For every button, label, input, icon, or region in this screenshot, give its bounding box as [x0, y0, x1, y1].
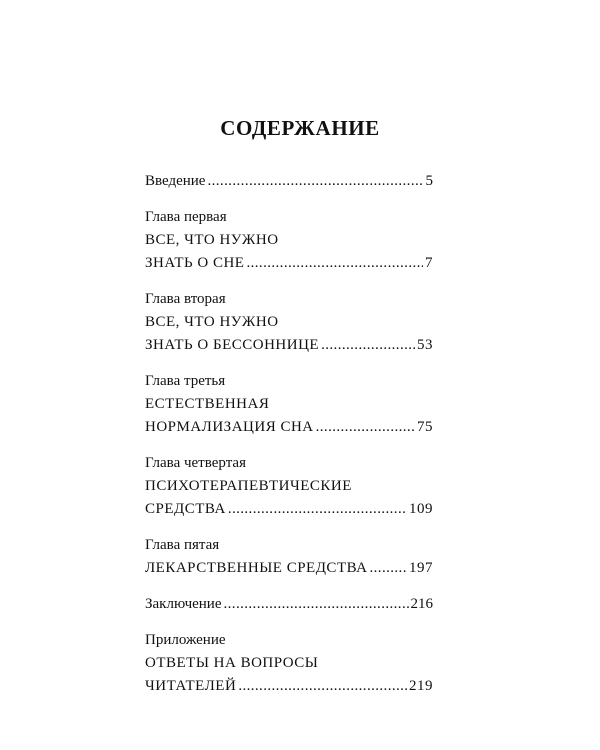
dot-leader: [321, 334, 415, 357]
toc-entry-title: ЗНАТЬ О СНЕ: [145, 255, 245, 271]
toc-entry-title: ЧИТАТЕЛЕЙ: [145, 678, 237, 694]
toc-entry-row[interactable]: [145, 498, 433, 521]
page-title: СОДЕРЖАНИЕ: [220, 116, 380, 140]
toc-chapter-label: Глава четвертая: [145, 455, 246, 471]
toc-entry: [145, 206, 433, 275]
toc-entry-title: ЗНАТЬ О БЕССОННИЦЕ: [145, 337, 320, 353]
table-of-contents: [145, 170, 433, 711]
toc-page-number: 109: [409, 501, 433, 517]
toc-entry: [145, 452, 433, 521]
toc-entry: [145, 288, 433, 357]
dot-leader: [238, 675, 407, 698]
toc-page-number: 197: [409, 560, 433, 576]
toc-entry-title: СРЕДСТВА: [145, 501, 226, 517]
dot-leader: [246, 252, 423, 275]
toc-page-number: 216: [410, 596, 433, 612]
toc-entry-row[interactable]: [145, 252, 433, 275]
toc-entry-title: ОТВЕТЫ НА ВОПРОСЫ: [145, 655, 319, 671]
toc-entry-row[interactable]: [145, 557, 433, 580]
toc-entry-row[interactable]: [145, 170, 433, 193]
toc-entry-title: Введение: [145, 173, 206, 189]
toc-chapter-label: Глава пятая: [145, 537, 220, 553]
dot-leader: [224, 593, 409, 616]
dot-leader: [370, 557, 408, 580]
toc-page-number: 219: [409, 678, 433, 694]
toc-chapter-label: Глава первая: [145, 209, 227, 225]
toc-entry-title: ЕСТЕСТВЕННАЯ: [145, 396, 270, 412]
toc-entry-title: ВСЕ, ЧТО НУЖНО: [145, 232, 279, 248]
dot-leader: [316, 416, 415, 439]
toc-entry: [145, 370, 433, 439]
toc-entry-title: ПСИХОТЕРАПЕВТИЧЕСКИЕ: [145, 478, 352, 494]
toc-page-number: 7: [425, 255, 433, 271]
toc-entry: [145, 629, 433, 698]
toc-entry-title: Заключение: [145, 596, 222, 612]
toc-entry-row[interactable]: [145, 334, 433, 357]
toc-entry: [145, 534, 433, 580]
toc-entry: [145, 170, 433, 193]
toc-entry-row[interactable]: [145, 593, 433, 616]
toc-page-number: 75: [417, 419, 433, 435]
dot-leader: [228, 498, 407, 521]
toc-entry-row[interactable]: [145, 416, 433, 439]
toc-entry-title: ЛЕКАРСТВЕННЫЕ СРЕДСТВА: [145, 560, 368, 576]
dot-leader: [207, 170, 423, 193]
toc-page-number: 5: [425, 173, 433, 189]
toc-chapter-label: Глава вторая: [145, 291, 226, 307]
toc-entry-title: ВСЕ, ЧТО НУЖНО: [145, 314, 279, 330]
toc-page-number: 53: [417, 337, 433, 353]
toc-entry: [145, 593, 433, 616]
toc-entry-row[interactable]: [145, 675, 433, 698]
toc-chapter-label: Приложение: [145, 632, 226, 648]
toc-entry-title: НОРМАЛИЗАЦИЯ СНА: [145, 419, 314, 435]
toc-chapter-label: Глава третья: [145, 373, 226, 389]
